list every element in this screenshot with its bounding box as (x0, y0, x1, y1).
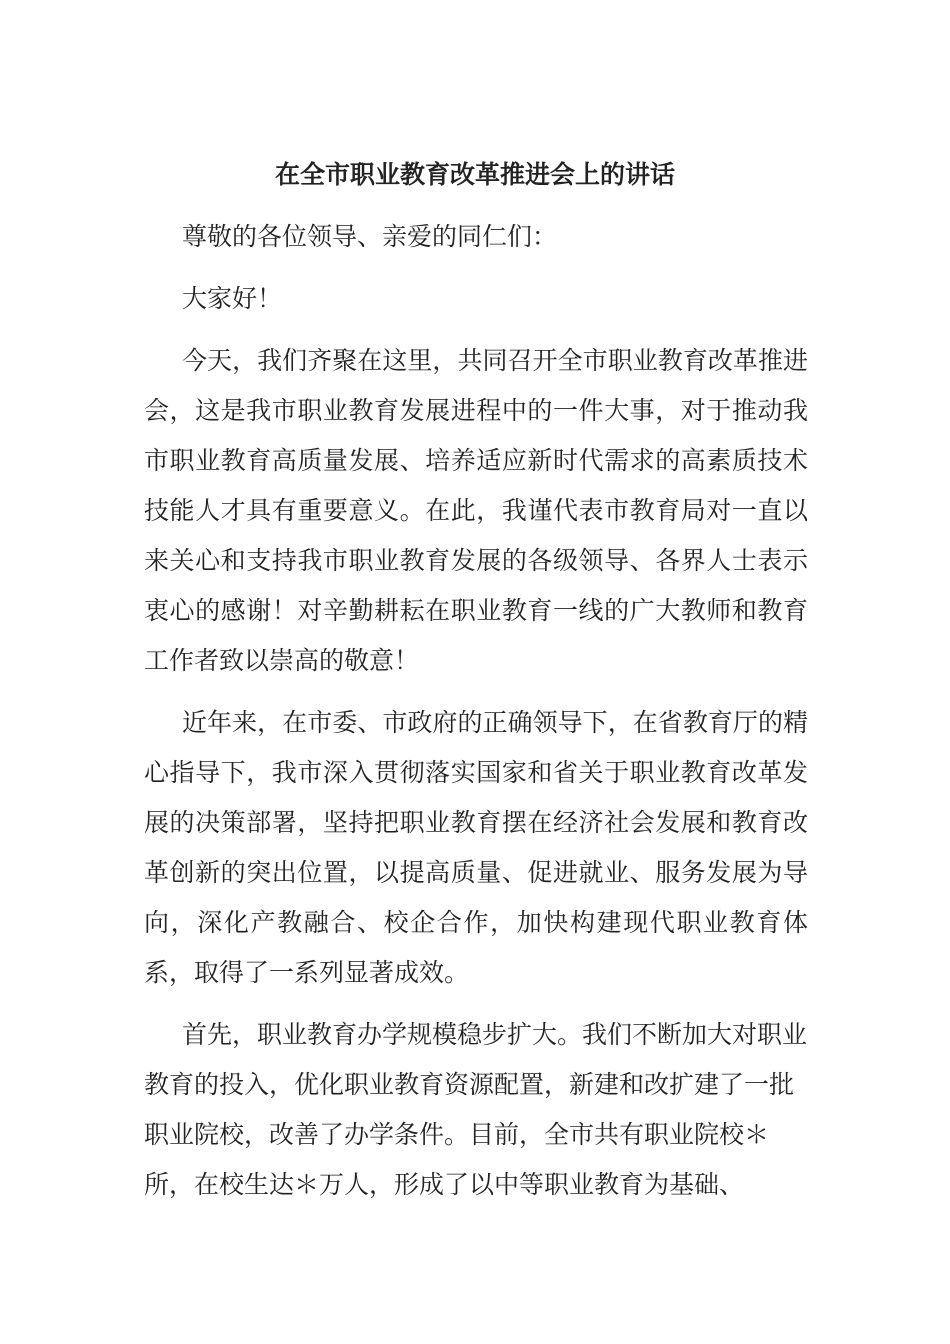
salutation: 尊敬的各位领导、亲爱的同仁们： (182, 222, 558, 251)
document-title: 在全市职业教育改革推进会上的讲话 (274, 160, 675, 189)
paragraph-opening: 今天，我们齐聚在这里，共同召开全市职业教育改革推进会，这是我市职业教育发展进程中的一件大事，对于推动我市职业教育高质量发展、培养适应新时代需求的高素质技术技能人才具有重要意义。在此，我谨代表市教育局对一直以来关心和支持我市职业教育发展的各级领导、各界人士表示衷心的感谢！对辛勤耕耘在职业教育一线的广大教师和教育工作者致以崇高的敬意！ (144, 346, 808, 675)
document-body (144, 212, 808, 1210)
paragraph-achievements: 近年来，在市委、市政府的正确领导下，在省教育厅的精心指导下，我市深入贯彻落实国家和省关于职业教育改革发展的决策部署，坚持把职业教育摆在经济社会发展和教育改革创新的突出位置，以提高质量、促进就业、服务发展为导向，深化产教融合、校企合作，加快构建现代职业教育体系，取得了一系列显著成效。 (144, 708, 808, 987)
paragraph-scale: 首先，职业教育办学规模稳步扩大。我们不断加大对职业教育的投入，优化职业教育资源配置，新建和改扩建了一批职业院校，改善了办学条件。目前，全市共有职业院校＊所，在校生达＊万人，形成了以中等职业教育为基础、 (144, 1020, 808, 1199)
greeting: 大家好！ (182, 284, 283, 313)
